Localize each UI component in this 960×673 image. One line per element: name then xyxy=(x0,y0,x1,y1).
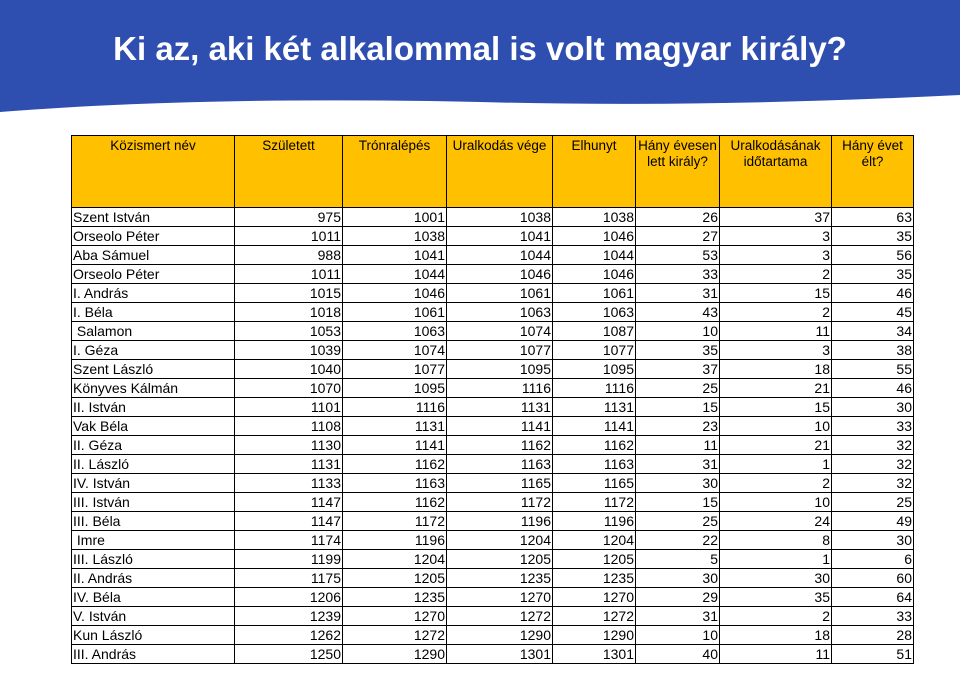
slide-title: Ki az, aki két alkalommal is volt magyar király? xyxy=(113,30,847,67)
table-cell: 1172 xyxy=(447,493,553,512)
table-cell: 1199 xyxy=(235,550,343,569)
table-row xyxy=(72,607,914,626)
table-row xyxy=(72,227,914,246)
table-cell: 1172 xyxy=(343,512,447,531)
table-cell: 1172 xyxy=(553,493,636,512)
table-cell: 1063 xyxy=(343,322,447,341)
king-name-cell: IV. Béla xyxy=(72,588,235,607)
table-cell: 1038 xyxy=(343,227,447,246)
table-cell: 1165 xyxy=(447,474,553,493)
king-name-cell: III. István xyxy=(72,493,235,512)
table-cell: 15 xyxy=(720,398,832,417)
table-cell: 1162 xyxy=(553,436,636,455)
table-cell: 1205 xyxy=(447,550,553,569)
table-cell: 1087 xyxy=(553,322,636,341)
king-name-cell: II. László xyxy=(72,455,235,474)
table-cell: 30 xyxy=(636,474,720,493)
table-cell: 1131 xyxy=(235,455,343,474)
table-cell: 975 xyxy=(235,208,343,227)
table-cell: 11 xyxy=(636,436,720,455)
table-row xyxy=(72,645,914,664)
table-cell: 1077 xyxy=(447,341,553,360)
table-cell: 23 xyxy=(636,417,720,436)
table-cell: 43 xyxy=(636,303,720,322)
table-cell: 24 xyxy=(720,512,832,531)
table-cell: 1046 xyxy=(553,265,636,284)
table-cell: 45 xyxy=(832,303,914,322)
table-cell: 1041 xyxy=(343,246,447,265)
table-cell: 1077 xyxy=(343,360,447,379)
king-name-cell: Orseolo Péter xyxy=(72,227,235,246)
table-cell: 1077 xyxy=(553,341,636,360)
table-cell: 1290 xyxy=(343,645,447,664)
column-header: Hány évesen lett király? xyxy=(636,136,720,208)
table-cell: 1001 xyxy=(343,208,447,227)
table-cell: 1147 xyxy=(235,493,343,512)
column-header: Trónralépés xyxy=(343,136,447,208)
table-cell: 1205 xyxy=(343,569,447,588)
table-cell: 1162 xyxy=(343,493,447,512)
table-cell: 1272 xyxy=(343,626,447,645)
king-name-cell: II. István xyxy=(72,398,235,417)
table-cell: 31 xyxy=(636,607,720,626)
table-row xyxy=(72,436,914,455)
table-cell: 28 xyxy=(832,626,914,645)
table-row xyxy=(72,493,914,512)
table-cell: 1272 xyxy=(447,607,553,626)
table-cell: 1095 xyxy=(553,360,636,379)
table-cell: 10 xyxy=(636,626,720,645)
kings-table xyxy=(71,135,914,664)
table-cell: 30 xyxy=(832,531,914,550)
table-cell: 35 xyxy=(832,227,914,246)
table-cell: 988 xyxy=(235,246,343,265)
table-header-row xyxy=(72,136,914,208)
king-name-cell: IV. István xyxy=(72,474,235,493)
king-name-cell: Salamon xyxy=(72,322,235,341)
table-cell: 1101 xyxy=(235,398,343,417)
table-cell: 2 xyxy=(720,265,832,284)
table-body xyxy=(72,208,914,664)
table-cell: 21 xyxy=(720,379,832,398)
table-cell: 1165 xyxy=(553,474,636,493)
king-name-cell: Imre xyxy=(72,531,235,550)
table-row xyxy=(72,265,914,284)
table-row xyxy=(72,569,914,588)
table-cell: 1204 xyxy=(343,550,447,569)
table-row xyxy=(72,417,914,436)
table-cell: 1301 xyxy=(447,645,553,664)
table-cell: 1 xyxy=(720,455,832,474)
king-name-cell: III. Béla xyxy=(72,512,235,531)
table-cell: 1272 xyxy=(553,607,636,626)
table-cell: 1046 xyxy=(343,284,447,303)
table-cell: 18 xyxy=(720,360,832,379)
table-cell: 1130 xyxy=(235,436,343,455)
table-cell: 1162 xyxy=(447,436,553,455)
table-cell: 46 xyxy=(832,284,914,303)
table-cell: 1038 xyxy=(447,208,553,227)
table-cell: 35 xyxy=(720,588,832,607)
table-row xyxy=(72,398,914,417)
table-cell: 1163 xyxy=(553,455,636,474)
table-cell: 1133 xyxy=(235,474,343,493)
table-cell: 1116 xyxy=(343,398,447,417)
table-cell: 53 xyxy=(636,246,720,265)
table-cell: 37 xyxy=(720,208,832,227)
table-cell: 1196 xyxy=(553,512,636,531)
table-cell: 18 xyxy=(720,626,832,645)
column-header: Elhunyt xyxy=(553,136,636,208)
table-cell: 1205 xyxy=(553,550,636,569)
table-cell: 2 xyxy=(720,474,832,493)
table-row xyxy=(72,341,914,360)
king-name-cell: Aba Sámuel xyxy=(72,246,235,265)
king-name-cell: II. Géza xyxy=(72,436,235,455)
table-cell: 1061 xyxy=(343,303,447,322)
column-header: Közismert név xyxy=(72,136,235,208)
table-cell: 35 xyxy=(636,341,720,360)
king-name-cell: Könyves Kálmán xyxy=(72,379,235,398)
table-cell: 1116 xyxy=(447,379,553,398)
table-cell: 1131 xyxy=(343,417,447,436)
table-cell: 1046 xyxy=(447,265,553,284)
table-cell: 1044 xyxy=(447,246,553,265)
table-cell: 1 xyxy=(720,550,832,569)
table-cell: 1061 xyxy=(553,284,636,303)
table-cell: 1011 xyxy=(235,265,343,284)
table-cell: 33 xyxy=(832,607,914,626)
table-cell: 1163 xyxy=(447,455,553,474)
table-cell: 1301 xyxy=(553,645,636,664)
table-cell: 40 xyxy=(636,645,720,664)
king-name-cell: III. László xyxy=(72,550,235,569)
table-cell: 1044 xyxy=(553,246,636,265)
table-cell: 63 xyxy=(832,208,914,227)
table-cell: 1270 xyxy=(447,588,553,607)
table-row xyxy=(72,588,914,607)
table-cell: 1011 xyxy=(235,227,343,246)
king-name-cell: V. István xyxy=(72,607,235,626)
table-cell: 25 xyxy=(832,493,914,512)
king-name-cell: I. Géza xyxy=(72,341,235,360)
table-row xyxy=(72,474,914,493)
table-cell: 31 xyxy=(636,284,720,303)
table-cell: 1015 xyxy=(235,284,343,303)
table-cell: 1250 xyxy=(235,645,343,664)
table-cell: 25 xyxy=(636,379,720,398)
table-cell: 30 xyxy=(720,569,832,588)
table-cell: 34 xyxy=(832,322,914,341)
table-cell: 1141 xyxy=(553,417,636,436)
table-cell: 1162 xyxy=(343,455,447,474)
table-cell: 10 xyxy=(720,417,832,436)
king-name-cell: II. András xyxy=(72,569,235,588)
table-cell: 1095 xyxy=(343,379,447,398)
table-cell: 1290 xyxy=(553,626,636,645)
table-cell: 27 xyxy=(636,227,720,246)
table-cell: 2 xyxy=(720,303,832,322)
table-cell: 3 xyxy=(720,227,832,246)
table-cell: 1061 xyxy=(447,284,553,303)
table-cell: 1204 xyxy=(447,531,553,550)
table-cell: 11 xyxy=(720,322,832,341)
table-cell: 37 xyxy=(636,360,720,379)
table-cell: 1095 xyxy=(447,360,553,379)
table-cell: 5 xyxy=(636,550,720,569)
table-cell: 15 xyxy=(636,493,720,512)
column-header: Uralkodás vége xyxy=(447,136,553,208)
table-cell: 22 xyxy=(636,531,720,550)
king-name-cell: III. András xyxy=(72,645,235,664)
table-cell: 46 xyxy=(832,379,914,398)
table-cell: 1070 xyxy=(235,379,343,398)
king-name-cell: Szent István xyxy=(72,208,235,227)
table-cell: 56 xyxy=(832,246,914,265)
table-cell: 3 xyxy=(720,246,832,265)
table-row xyxy=(72,208,914,227)
table-row xyxy=(72,379,914,398)
table-cell: 1063 xyxy=(447,303,553,322)
column-header: Született xyxy=(235,136,343,208)
table-cell: 32 xyxy=(832,436,914,455)
table-cell: 10 xyxy=(720,493,832,512)
table-cell: 1175 xyxy=(235,569,343,588)
table-row xyxy=(72,550,914,569)
table-cell: 33 xyxy=(832,417,914,436)
column-header: Hány évet élt? xyxy=(832,136,914,208)
table-cell: 1163 xyxy=(343,474,447,493)
table-cell: 1204 xyxy=(553,531,636,550)
table-cell: 26 xyxy=(636,208,720,227)
table-cell: 1206 xyxy=(235,588,343,607)
table-cell: 25 xyxy=(636,512,720,531)
table-cell: 1018 xyxy=(235,303,343,322)
table-cell: 51 xyxy=(832,645,914,664)
table-cell: 64 xyxy=(832,588,914,607)
king-name-cell: Orseolo Péter xyxy=(72,265,235,284)
table-cell: 2 xyxy=(720,607,832,626)
table-row xyxy=(72,246,914,265)
table-cell: 1235 xyxy=(343,588,447,607)
table-row xyxy=(72,322,914,341)
table-cell: 1116 xyxy=(553,379,636,398)
table-cell: 1290 xyxy=(447,626,553,645)
table-cell: 1041 xyxy=(447,227,553,246)
table-cell: 1038 xyxy=(553,208,636,227)
table-row xyxy=(72,284,914,303)
table-cell: 30 xyxy=(832,398,914,417)
table-cell: 1262 xyxy=(235,626,343,645)
table-cell: 1039 xyxy=(235,341,343,360)
table-cell: 35 xyxy=(832,265,914,284)
table-cell: 1074 xyxy=(343,341,447,360)
table-row xyxy=(72,626,914,645)
table-cell: 1196 xyxy=(343,531,447,550)
table-cell: 1074 xyxy=(447,322,553,341)
table-cell: 1239 xyxy=(235,607,343,626)
table-cell: 1196 xyxy=(447,512,553,531)
table-cell: 6 xyxy=(832,550,914,569)
table-cell: 1040 xyxy=(235,360,343,379)
table-row xyxy=(72,512,914,531)
table-cell: 1174 xyxy=(235,531,343,550)
table-row xyxy=(72,531,914,550)
king-name-cell: Kun László xyxy=(72,626,235,645)
table-cell: 1044 xyxy=(343,265,447,284)
king-name-cell: I. András xyxy=(72,284,235,303)
table-cell: 1053 xyxy=(235,322,343,341)
table-cell: 1063 xyxy=(553,303,636,322)
table-cell: 29 xyxy=(636,588,720,607)
table-cell: 1131 xyxy=(447,398,553,417)
table-cell: 21 xyxy=(720,436,832,455)
table-row xyxy=(72,455,914,474)
table-cell: 1141 xyxy=(447,417,553,436)
table-cell: 3 xyxy=(720,341,832,360)
table-cell: 10 xyxy=(636,322,720,341)
king-name-cell: I. Béla xyxy=(72,303,235,322)
king-name-cell: Vak Béla xyxy=(72,417,235,436)
table-cell: 1046 xyxy=(553,227,636,246)
table-cell: 8 xyxy=(720,531,832,550)
table-cell: 49 xyxy=(832,512,914,531)
table-row xyxy=(72,360,914,379)
table-cell: 33 xyxy=(636,265,720,284)
table-cell: 32 xyxy=(832,455,914,474)
table-cell: 1147 xyxy=(235,512,343,531)
table-row xyxy=(72,303,914,322)
table-cell: 1235 xyxy=(553,569,636,588)
table-cell: 1270 xyxy=(553,588,636,607)
table-cell: 55 xyxy=(832,360,914,379)
table-cell: 1235 xyxy=(447,569,553,588)
table-cell: 15 xyxy=(636,398,720,417)
table-cell: 31 xyxy=(636,455,720,474)
column-header: Uralkodásának időtartama xyxy=(720,136,832,208)
table-cell: 1270 xyxy=(343,607,447,626)
table-cell: 15 xyxy=(720,284,832,303)
table-cell: 38 xyxy=(832,341,914,360)
table-cell: 1131 xyxy=(553,398,636,417)
table-cell: 1108 xyxy=(235,417,343,436)
table-cell: 60 xyxy=(832,569,914,588)
table-cell: 1141 xyxy=(343,436,447,455)
table-cell: 32 xyxy=(832,474,914,493)
table-cell: 11 xyxy=(720,645,832,664)
table-cell: 30 xyxy=(636,569,720,588)
king-name-cell: Szent László xyxy=(72,360,235,379)
